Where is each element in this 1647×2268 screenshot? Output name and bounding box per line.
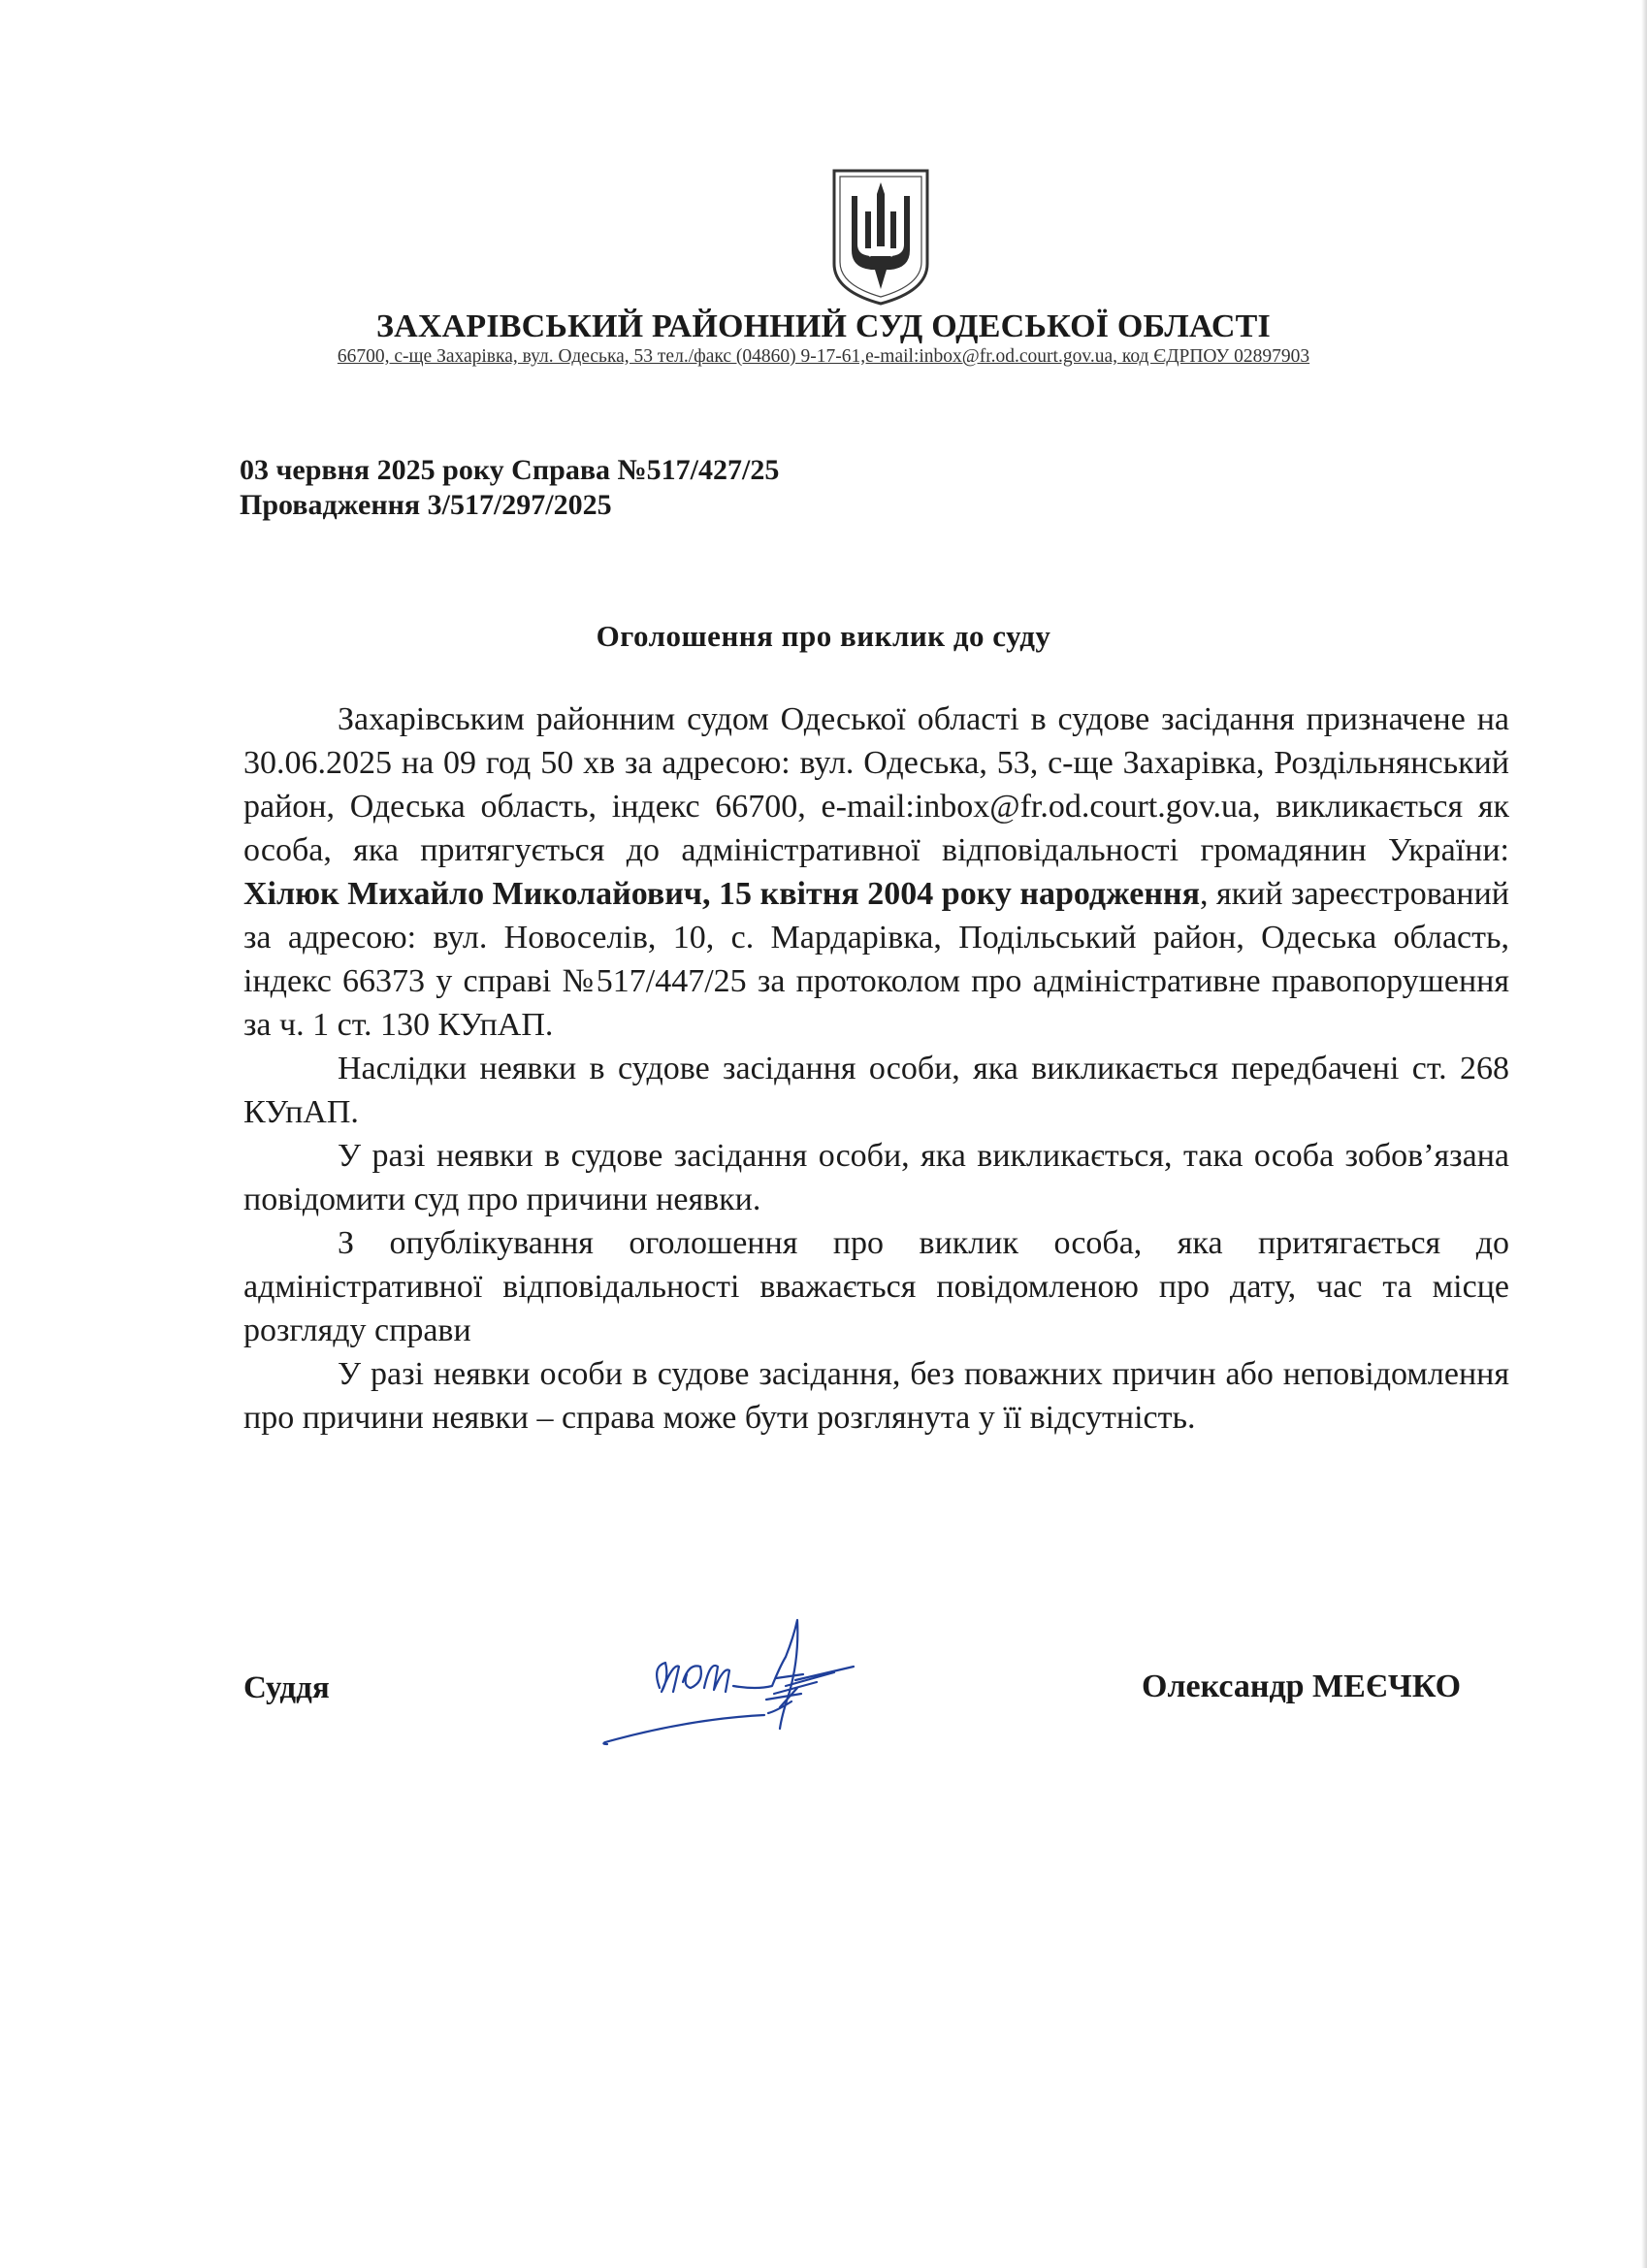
case-date-number: 03 червня 2025 року Справа №517/427/25: [240, 454, 780, 486]
paragraph-absence-duty: У разі неявки в судове засідання особи, яка викликається, така особа зобов’язана повідомити суд про причини неявки.: [243, 1138, 1509, 1217]
signature-icon: [543, 1599, 931, 1773]
judge-name: Олександр МЕЄЧКО: [1142, 1669, 1462, 1704]
paragraph-summons-text-1: Захарівським районним судом Одеської області в судове засідання призначене на 30.06.2025 на 09 год 50 хв за адресою: вул. Одеська, 53, с-ще Захарівка, Роздільнянський район, Одеська область, індекс 66700, e-mail:inbox@fr.od.court.gov.ua, викликається як особа, яка притягується до адміністративної відповідальності громадянин України:: [243, 701, 1509, 868]
paragraph-summons-text-2: , який зареєстрований за адресою: вул. Новоселів, 10, с. Мардарівка, Подільський район, Одеська область, індекс 66373 у справі №517/447/25 за протоколом про адміністративне правопорушення за ч. 1 ст. 130 КУпАП.: [243, 876, 1509, 1043]
notice-body: [243, 697, 1509, 1440]
paragraph-absence-consequence: У разі неявки особи в судове засідання, без поважних причин або неповідомлення про причини неявки – справа може бути розглянута у її відсутність.: [243, 1356, 1509, 1436]
defendant-name: Хілюк Михайло Миколайович, 15 квітня 2004 року народження: [243, 876, 1200, 912]
paragraph-publication: З опублікування оголошення про виклик особа, яка притягається до адміністративної відповідальності вважається повідомленою про дату, час та місце розгляду справи: [243, 1225, 1509, 1348]
notice-title: Оголошення про виклик до суду: [596, 619, 1051, 653]
proceeding-number: Провадження 3/517/297/2025: [240, 489, 612, 521]
judge-title: Суддя: [243, 1670, 330, 1705]
trident-emblem-icon: [830, 167, 931, 308]
paragraph-consequences: Наслідки неявки в судове засідання особи, яка викликається передбачені ст. 268 КУпАП.: [243, 1051, 1509, 1130]
paragraph-summons: [243, 697, 1509, 1047]
court-name: ЗАХАРІВСЬКИЙ РАЙОННИЙ СУД ОДЕСЬКОЇ ОБЛАСТІ: [375, 308, 1271, 344]
court-address: 66700, с-ще Захарівка, вул. Одеська, 53 тел./факс (04860) 9-17-61,e-mail:inbox@fr.od.court.gov.ua, код ЄДРПОУ 02897903: [337, 346, 1310, 367]
